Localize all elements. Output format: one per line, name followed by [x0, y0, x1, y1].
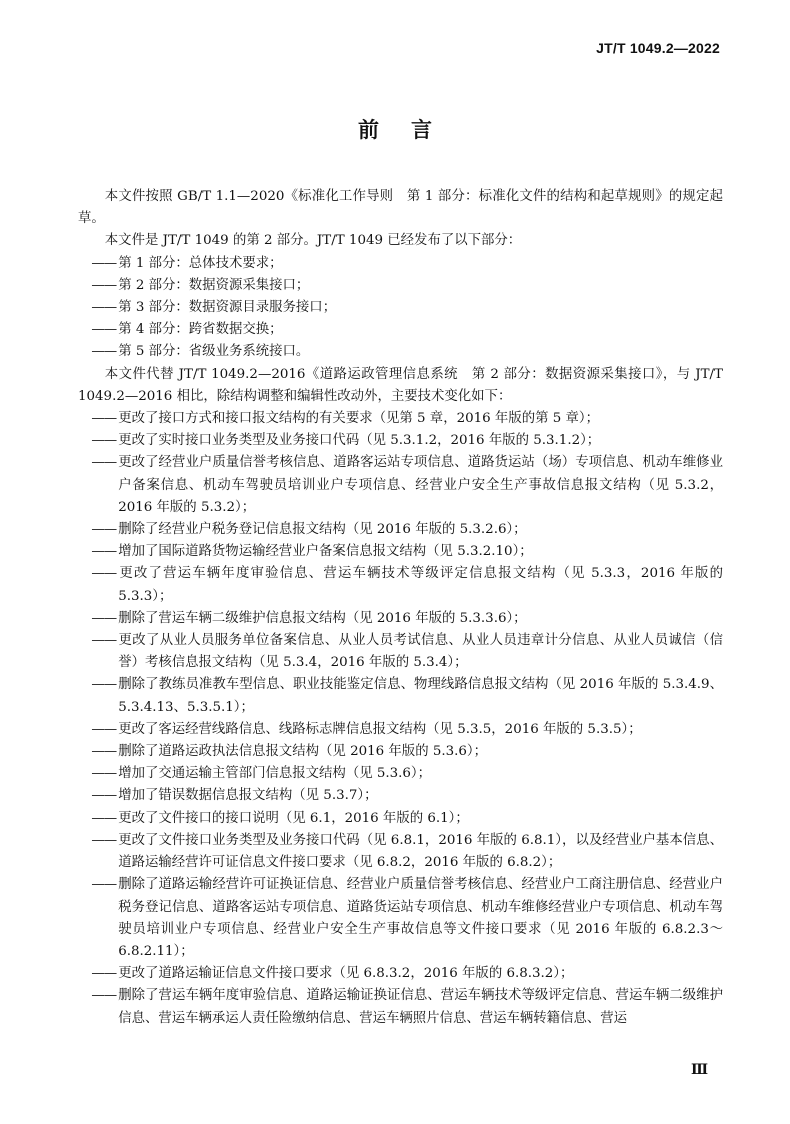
- list-item: —— 更改了道路运输证信息文件接口要求（见 6.8.3.2，2016 年版的 6.8.3.2）；: [78, 963, 723, 985]
- dash-marker: ——: [91, 744, 117, 760]
- dash-marker: ——: [91, 966, 117, 982]
- list-item: —— 删除了经营业户税务登记信息报文结构（见 2016 年版的 5.3.2.6）；: [78, 519, 723, 541]
- dash-marker: ——: [91, 566, 117, 582]
- page-title: 前言: [358, 117, 464, 142]
- dash-marker: ——: [91, 322, 117, 338]
- changes-list: [78, 408, 723, 1030]
- dash-marker: ——: [91, 433, 117, 449]
- list-item: —— 更改了文件接口的接口说明（见 6.1，2016 年版的 6.1）；: [78, 808, 723, 830]
- paragraph: 本文件代替 JT/T 1049.2—2016《道路运政管理信息系统 第 2 部分：数据资源采集接口》，与 JT/T 1049.2—2016 相比，除结构调整和编辑性改动外，主要技术变化如下：: [78, 366, 723, 404]
- page-number: Ⅲ: [690, 1062, 708, 1078]
- list-item: —— 删除了教练员准教车型信息、职业技能鉴定信息、物理线路信息报文结构（见 2016 年版的 5.3.4.9、5.3.4.13、5.3.5.1）；: [78, 674, 723, 718]
- dash-marker: ——: [91, 344, 117, 360]
- dash-marker: ——: [91, 766, 117, 782]
- dash-marker: ——: [91, 721, 117, 737]
- list-item: —— 更改了实时接口业务类型及业务接口代码（见 5.3.1.2，2016 年版的 5.3.1.2）；: [78, 430, 723, 452]
- dash-marker: ——: [91, 544, 117, 560]
- list-item: —— 删除了营运车辆年度审验信息、道路运输证换证信息、营运车辆技术等级评定信息、营运车辆二级维护信息、营运车辆承运人责任险缴纳信息、营运车辆照片信息、营运车辆转籍信息、营运: [78, 985, 723, 1029]
- list-item: —— 第 1 部分：总体技术要求；: [78, 253, 723, 275]
- paragraph: 本文件按照 GB/T 1.1—2020《标准化工作导则 第 1 部分：标准化文件的结构和起草规则》的规定起草。: [78, 189, 723, 227]
- dash-marker: ——: [91, 255, 117, 271]
- list-item: —— 更改了从业人员服务单位备案信息、从业人员考试信息、从业人员违章计分信息、从业人员诚信（信誉）考核信息报文结构（见 5.3.4，2016 年版的 5.3.4）；: [78, 630, 723, 674]
- list-item: —— 删除了营运车辆二级维护信息报文结构（见 2016 年版的 5.3.3.6）；: [78, 608, 723, 630]
- dash-marker: ——: [91, 610, 117, 626]
- list-item: —— 更改了文件接口业务类型及业务接口代码（见 6.8.1，2016 年版的 6.8.1），以及经营业户基本信息、道路运输经营许可证信息文件接口要求（见 6.8.2，2016 年版的 6.8.2）；: [78, 830, 723, 874]
- list-item: —— 更改了营运车辆年度审验信息、营运车辆技术等级评定信息报文结构（见 5.3.3，2016 年版的 5.3.3）；: [78, 563, 723, 607]
- dash-marker: ——: [91, 810, 117, 826]
- list-item: —— 增加了交通运输主管部门信息报文结构（见 5.3.6）；: [78, 763, 723, 785]
- dash-marker: ——: [91, 877, 117, 893]
- dash-marker: ——: [91, 277, 117, 293]
- dash-marker: ——: [91, 455, 117, 471]
- list-item: —— 更改了经营业户质量信誉考核信息、道路客运站专项信息、道路货运站（场）专项信息、机动车维修业户备案信息、机动车驾驶员培训业户专项信息、经营业户安全生产事故信息报文结构（见 5.3.2，2016 年版的 5.3.2）；: [78, 452, 723, 519]
- list-item: —— 删除了道路运政执法信息报文结构（见 2016 年版的 5.3.6）；: [78, 741, 723, 763]
- list-item: —— 更改了接口方式和接口报文结构的有关要求（见第 5 章，2016 年版的第 5 章）；: [78, 408, 723, 430]
- list-item: —— 增加了国际道路货物运输经营业户备案信息报文结构（见 5.3.2.10）；: [78, 541, 723, 563]
- dash-marker: ——: [91, 411, 117, 427]
- dash-marker: ——: [91, 677, 117, 693]
- dash-marker: ——: [91, 788, 117, 804]
- list-item: —— 增加了错误数据信息报文结构（见 5.3.7）；: [78, 785, 723, 807]
- list-item: —— 第 2 部分：数据资源采集接口；: [78, 275, 723, 297]
- dash-marker: ——: [91, 988, 117, 1004]
- paragraph: 本文件是 JT/T 1049 的第 2 部分。JT/T 1049 已经发布了以下部分：: [104, 233, 522, 249]
- list-item: —— 第 5 部分：省级业务系统接口。: [78, 341, 723, 363]
- document-body: [78, 186, 723, 1030]
- standard-code: JT/T 1049.2—2022: [596, 40, 720, 56]
- dash-marker: ——: [91, 522, 117, 538]
- dash-marker: ——: [91, 832, 117, 848]
- dash-marker: ——: [91, 633, 117, 649]
- list-item: —— 更改了客运经营线路信息、线路标志牌信息报文结构（见 5.3.5，2016 年版的 5.3.5）；: [78, 719, 723, 741]
- parts-list: [78, 253, 723, 364]
- list-item: —— 第 3 部分：数据资源目录服务接口；: [78, 297, 723, 319]
- list-item: —— 删除了道路运输经营许可证换证信息、经营业户质量信誉考核信息、经营业户工商注册信息、经营业户税务登记信息、道路客运站专项信息、道路货运站专项信息、机动车维修经营业户专项信息、机动车驾驶员培训业户专项信息、经营业户安全生产事故信息等文件接口要求（见 2016 年版的 6.8.2.3～6.8.2.11）；: [78, 874, 723, 963]
- dash-marker: ——: [91, 300, 117, 316]
- list-item: —— 第 4 部分：跨省数据交换；: [78, 319, 723, 341]
